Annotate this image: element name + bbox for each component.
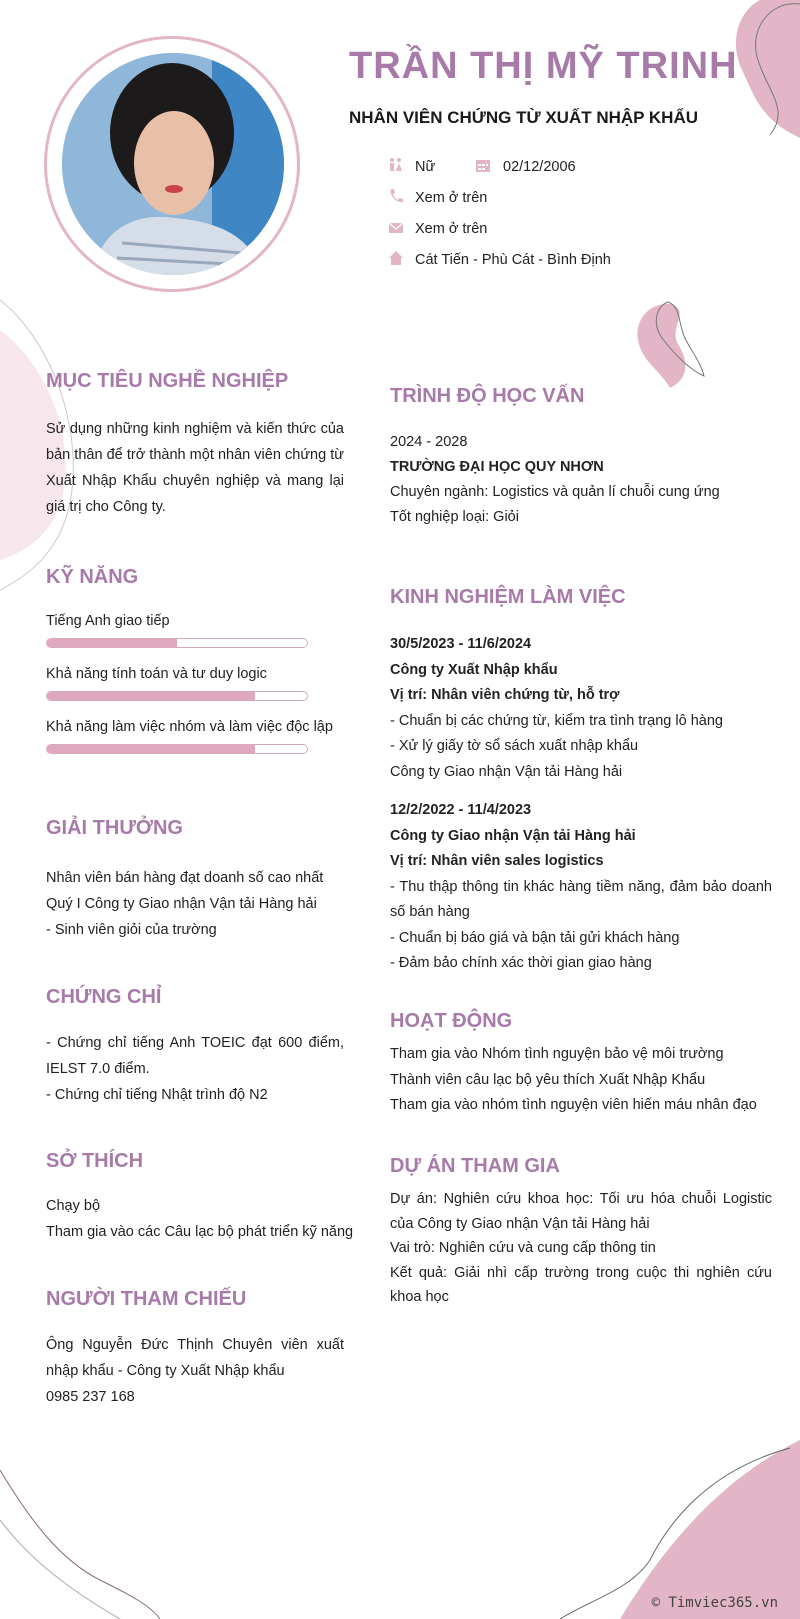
birthdate-value: 02/12/2006: [503, 159, 576, 175]
experience-job: 12/2/2022 - 11/4/2023 Công ty Giao nhận Vận tải Hàng hải Vị trí: Nhân viên sales logistics - Thu thập thông tin khác hàng tiềm năng, đảm bảo doanh số bán hàng - Chuẩn bị báo giá và bận tải gửi khách hàng - Đảm bảo chính xác thời gian giao hàng: [390, 802, 772, 971]
education-block: 2024 - 2028 TRƯỜNG ĐẠI HỌC QUY NHƠN Chuyên ngành: Logistics và quản lí chuỗi cung ứng Tốt nghiệp loại: Giỏi: [390, 434, 720, 525]
education-title: TRÌNH ĐỘ HỌC VẤN: [390, 385, 585, 407]
blob-decoration: [630, 300, 710, 395]
skill-bar: [46, 691, 308, 701]
hobbies-text: Chạy bộ Tham gia vào các Câu lạc bộ phát triển kỹ năng: [46, 1198, 354, 1240]
watermark: © Timviec365.vn: [651, 1595, 778, 1611]
activities-list: Tham gia vào Nhóm tình nguyện bảo vệ môi trường Thành viên câu lạc bộ yêu thích Xuất Nhập Khẩu Tham gia vào nhóm tình nguyện viên hiến máu nhân đạo: [390, 1046, 757, 1113]
phone-value: Xem ở trên: [415, 190, 488, 206]
references-text: Ông Nguyễn Đức Thịnh Chuyên viên xuất nhập khẩu - Công ty Xuất Nhập khẩu 0985 237 168: [46, 1337, 344, 1405]
experience-title: KINH NGHIỆM LÀM VIỆC: [390, 586, 626, 608]
calendar-icon: [475, 157, 491, 173]
skill-label: Khả năng làm việc nhóm và làm việc độc lập: [46, 719, 333, 735]
candidate-name: TRẦN THỊ MỸ TRINH: [349, 45, 738, 87]
address-value: Cát Tiến - Phù Cát - Bình Định: [415, 252, 611, 268]
bottom-left-decoration: [0, 1460, 160, 1619]
avatar: [62, 53, 284, 275]
hobbies-title: SỞ THÍCH: [46, 1150, 144, 1172]
awards-title: GIẢI THƯỞNG: [46, 817, 183, 839]
objective-title: MỤC TIÊU NGHỀ NGHIỆP: [46, 370, 289, 392]
gender-icon: [388, 157, 404, 173]
projects-block: Dự án: Nghiên cứu khoa học: Tối ưu hóa chuỗi Logistic của Công ty Giao nhận Vận tải Hàng hải Vai trò: Nghiên cứu và cung cấp thông tin Kết quả: Giải nhì cấp trường trong cuộc thi nghiên cứu khoa học: [390, 1191, 772, 1305]
activities-title: HOẠT ĐỘNG: [390, 1010, 513, 1032]
awards-text: Nhân viên bán hàng đạt doanh số cao nhất Quý I Công ty Giao nhận Vận tải Hàng hải - Sinh viên giỏi của trường: [46, 870, 324, 938]
certificates-text: - Chứng chỉ tiếng Anh TOEIC đạt 600 điểm, IELST 7.0 điểm. - Chứng chỉ tiếng Nhật trình độ N2: [46, 1035, 344, 1103]
skill-label: Tiếng Anh giao tiếp: [46, 613, 170, 629]
home-icon: [388, 250, 404, 266]
objective-text: Sử dụng những kinh nghiệm và kiến thức của bản thân để trở thành một nhân viên chứng từ Xuất Nhập Khẩu chuyên nghiệp và mang lại giá trị cho Công ty.: [46, 421, 344, 515]
skills-title: KỸ NĂNG: [46, 566, 139, 588]
projects-title: DỰ ÁN THAM GIA: [390, 1155, 560, 1177]
skill-bar: [46, 638, 308, 648]
gender-value: Nữ: [415, 159, 436, 175]
job-title: NHÂN VIÊN CHỨNG TỪ XUẤT NHẬP KHẨU: [349, 108, 699, 127]
email-value: Xem ở trên: [415, 221, 488, 237]
certificates-title: CHỨNG CHỈ: [46, 986, 162, 1008]
bottom-right-decoration: [560, 1440, 800, 1619]
skill-bar: [46, 744, 308, 754]
references-title: NGƯỜI THAM CHIẾU: [46, 1288, 247, 1310]
phone-icon: [388, 188, 404, 204]
experience-job: 30/5/2023 - 11/6/2024 Công ty Xuất Nhập khẩu Vị trí: Nhân viên chứng từ, hỗ trợ - Chuẩn bị các chứng từ, kiểm tra tình trạng lô hàng - Xử lý giấy tờ sổ sách xuất nhập khẩu Công ty Giao nhận Vận tải Hàng hải: [390, 636, 723, 780]
skill-label: Khả năng tính toán và tư duy logic: [46, 666, 267, 682]
mail-icon: [388, 220, 404, 236]
